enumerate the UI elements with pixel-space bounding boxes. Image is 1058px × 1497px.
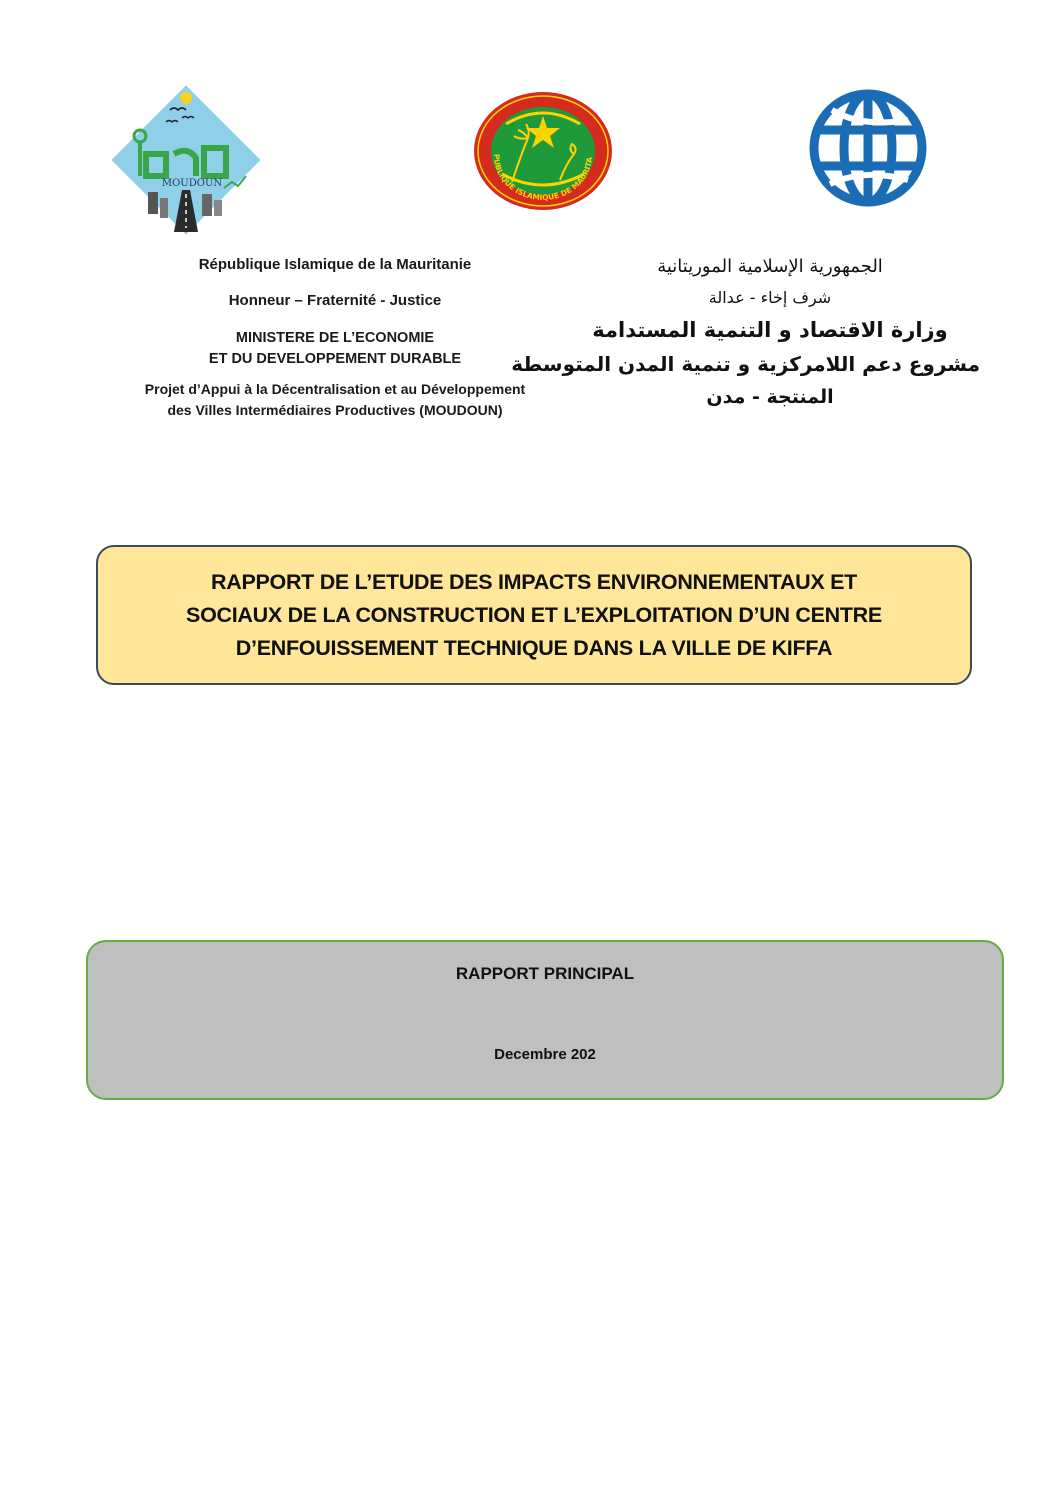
project-name-ar-line1: مشروع دعم اللامركزية و تنمية المدن المتوسطة [511, 352, 980, 376]
report-title: RAPPORT DE L’ETUDE DES IMPACTS ENVIRONNEMENTAUX ET SOCIAUX DE LA CONSTRUCTION ET L’EXPLOITATION D’UN CENTRE D’ENFOUISSEMENT TECHNIQUE DANS LA VILLE DE KIFFA [186, 569, 882, 660]
project-name-ar-line2: المنتجة - مدن [706, 386, 834, 408]
project-name-line1: Projet d’Appui à la Décentralisation et au Développement [144, 381, 526, 397]
globe-icon [808, 88, 928, 208]
arabic-header [511, 252, 980, 422]
world-bank-logo [808, 88, 928, 208]
mauritania-seal-logo [472, 90, 614, 212]
french-header [120, 252, 550, 422]
seal-graphic [472, 90, 614, 212]
ministry-name-line2: ET DU DEVELOPPEMENT DURABLE [208, 351, 462, 367]
national-motto-ar: شرف إخاء - عدالة [708, 288, 832, 307]
project-name-line2: des Villes Intermédiaires Productives (MOUDOUN) [167, 402, 503, 418]
moudoun-logo [108, 82, 264, 238]
ministry-name-line1: MINISTERE DE L’ECONOMIE [235, 330, 435, 346]
report-type-label: RAPPORT PRINCIPAL [455, 964, 635, 983]
report-title-box [96, 545, 972, 685]
report-info-box [86, 940, 1004, 1100]
moudoun-logo-graphic [108, 82, 264, 238]
moudoun-logo-label: MOUDOUN [161, 178, 223, 189]
country-name-ar: الجمهورية الإسلامية الموريتانية [657, 256, 883, 277]
ministry-name-ar: وزارة الاقتصاد و التنمية المستدامة [592, 318, 948, 342]
seal-inner-text: PUBLIQUE ISLAMIQUE DE MAURITA [491, 153, 595, 203]
country-name-fr: République Islamique de la Mauritanie [198, 256, 472, 273]
report-date: Decembre 202 [494, 1046, 596, 1063]
national-motto-fr: Honneur – Fraternité - Justice [228, 292, 442, 309]
